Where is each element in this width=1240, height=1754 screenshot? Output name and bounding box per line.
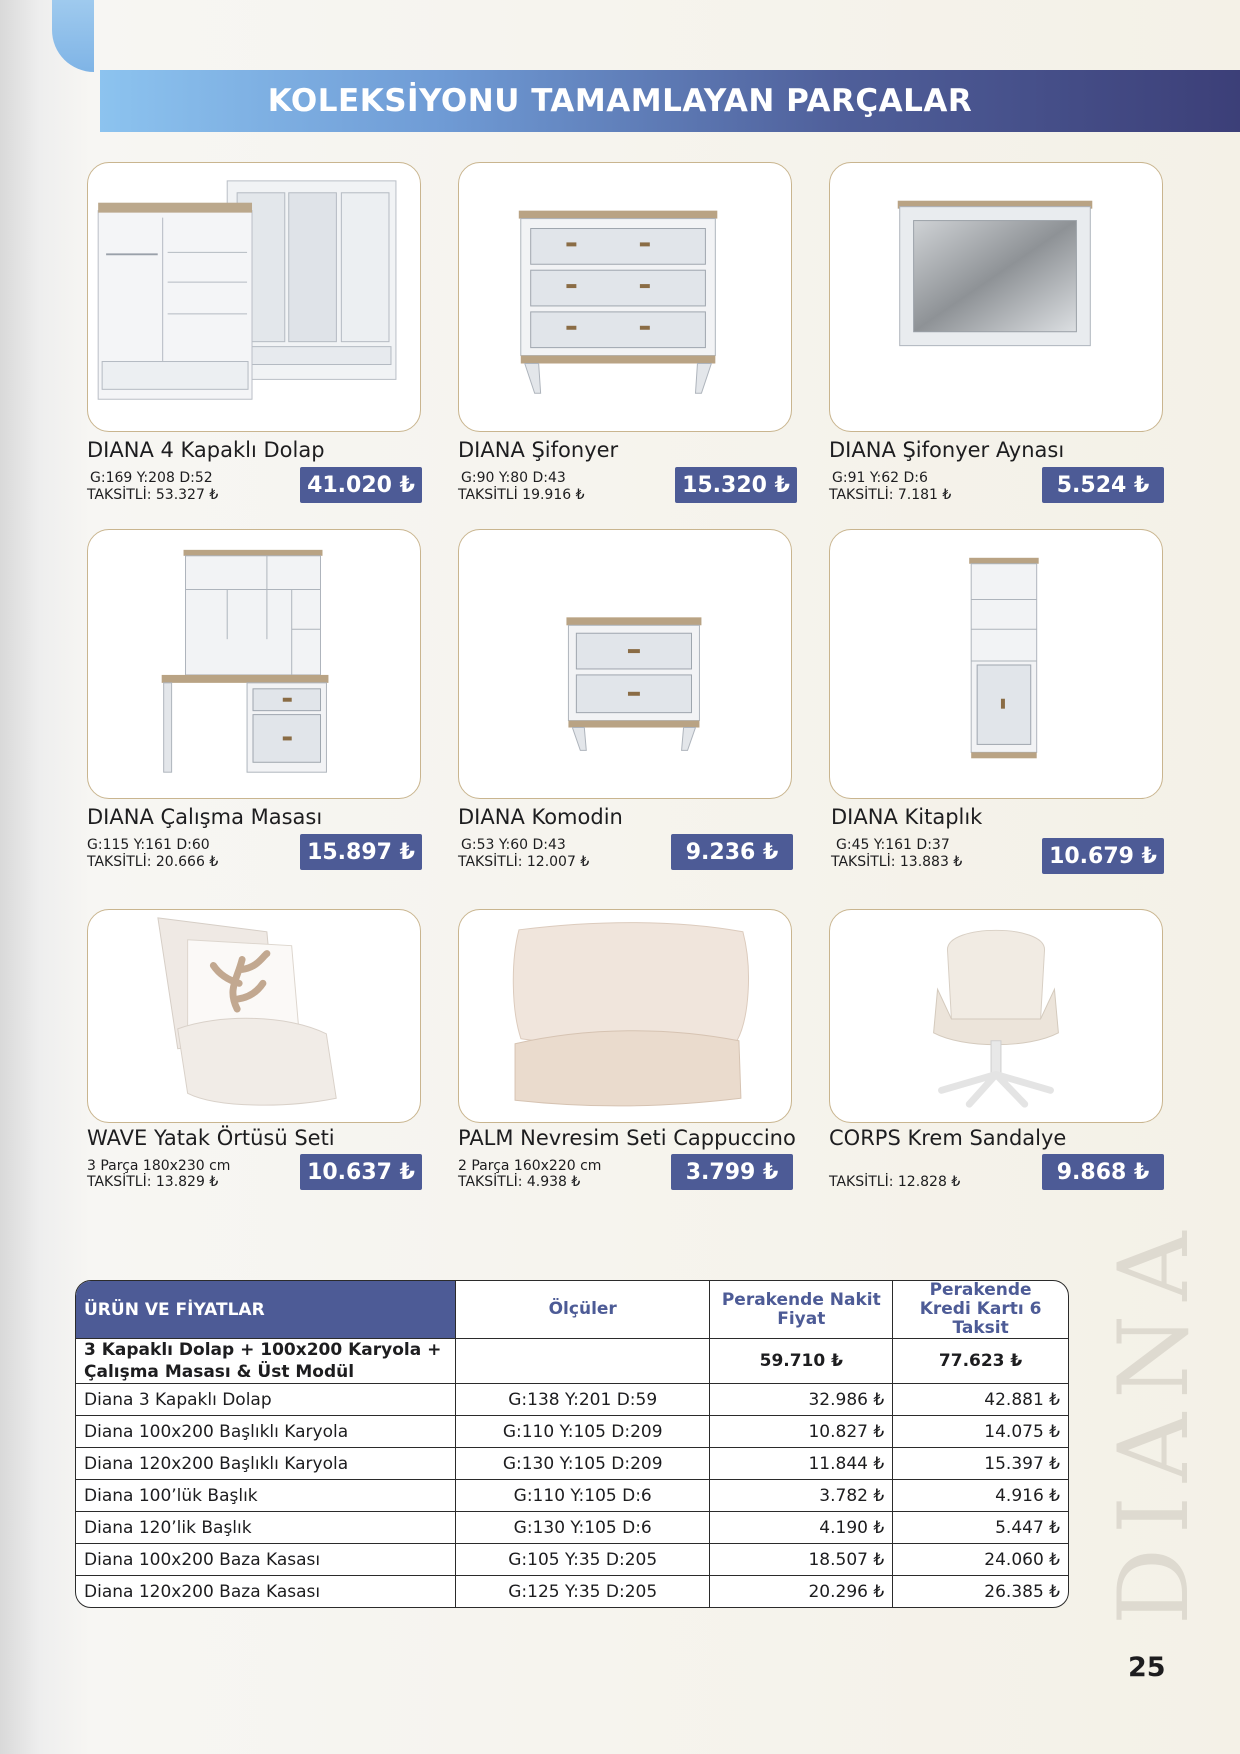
product-card-nightstand[interactable] [458,529,792,799]
product-installment: TAKSİTLİ: 7.181 ₺ [829,487,952,503]
wardrobe-image [88,163,420,431]
product-dims: 3 Parça 180x230 cm [87,1158,231,1174]
product-name: WAVE Yatak Örtüsü Seti [87,1126,335,1150]
product-price: 15.320 ₺ [675,467,797,503]
column-header-cash: Perakende Nakit Fiyat [710,1281,893,1339]
row-card: 14.075 ₺ [893,1416,1068,1448]
row-card: 15.397 ₺ [893,1448,1068,1480]
nightstand-image [459,530,791,798]
product-card-bedding[interactable] [458,909,792,1123]
set-dims [456,1339,710,1384]
product-price: 9.236 ₺ [671,834,793,870]
row-card: 24.060 ₺ [893,1544,1068,1576]
row-card: 26.385 ₺ [984,1581,1060,1602]
product-price: 10.637 ₺ [300,1154,422,1190]
product-installment: TAKSİTLİ: 12.007 ₺ [458,854,590,870]
product-price: 10.679 ₺ [1042,838,1164,874]
row-cash: 11.844 ₺ [710,1448,893,1480]
product-price: 15.897 ₺ [300,834,422,870]
section-banner [100,70,1240,132]
row-dims: G:130 Y:105 D:6 [456,1512,710,1544]
product-dims: G:53 Y:60 D:43 [461,837,566,853]
product-card-bedspread[interactable] [87,909,421,1123]
row-name: Diana 100x200 Baza Kasası [76,1544,456,1576]
row-cash: 4.190 ₺ [710,1512,893,1544]
product-installment: TAKSİTLİ: 53.327 ₺ [87,487,219,503]
row-name: Diana 100’lük Başlık [76,1480,456,1512]
row-card: 5.447 ₺ [893,1512,1068,1544]
row-cash: 20.296 ₺ [710,1576,893,1607]
set-cash-price: 59.710 ₺ [710,1339,893,1384]
product-card-desk[interactable] [87,529,421,799]
row-card: 42.881 ₺ [893,1384,1068,1416]
product-installment: TAKSİTLİ: 13.883 ₺ [831,854,963,870]
decorative-arc [52,0,94,72]
table-row-set [76,1339,1068,1384]
dresser-image [459,163,791,431]
row-cash: 18.507 ₺ [710,1544,893,1576]
product-name: DIANA Şifonyer [458,438,619,462]
page-title: KOLEKSİYONU TAMAMLAYAN PARÇALAR [267,83,973,119]
product-dims: 2 Parça 160x220 cm [458,1158,602,1174]
product-card-bookcase[interactable] [829,529,1163,799]
product-price: 3.799 ₺ [671,1154,793,1190]
product-installment: TAKSİTLİ: 12.828 ₺ [829,1174,961,1190]
product-dims: G:169 Y:208 D:52 [90,470,213,486]
mirror-image [830,163,1162,431]
row-name: Diana 120x200 Başlıklı Karyola [76,1448,456,1480]
column-header-dims: Ölçüler [456,1281,710,1339]
row-name: Diana 120x200 Baza Kasası [76,1576,456,1607]
table-header-row [76,1281,1068,1339]
product-price: 41.020 ₺ [300,467,422,503]
row-dims: G:110 Y:105 D:6 [456,1480,710,1512]
row-cash: 32.986 ₺ [710,1384,893,1416]
row-cash: 10.827 ₺ [710,1416,893,1448]
product-price: 9.868 ₺ [1042,1154,1164,1190]
column-header-card: Perakende Kredi Kartı 6 Taksit [893,1281,1068,1339]
set-name: 3 Kapaklı Dolap + 100x200 Karyola + Çalışma Masası & Üst Modül [76,1339,456,1384]
product-dims: G:45 Y:161 D:37 [836,837,950,853]
row-dims: G:130 Y:105 D:209 [456,1448,710,1480]
bedspread-image [88,910,420,1122]
row-name: Diana 120’lik Başlık [76,1512,456,1544]
product-installment: TAKSİTLİ: 4.938 ₺ [458,1174,581,1190]
desk-image [88,530,420,798]
row-dims: G:125 Y:35 D:205 [456,1576,710,1607]
row-dims: G:138 Y:201 D:59 [456,1384,710,1416]
bookcase-image [830,530,1162,798]
row-cash: 3.782 ₺ [710,1480,893,1512]
product-dims: G:115 Y:161 D:60 [87,837,210,853]
table-row [76,1480,1068,1512]
table-row [76,1448,1068,1480]
row-dims: G:110 Y:105 D:209 [456,1416,710,1448]
product-name: DIANA 4 Kapaklı Dolap [87,438,325,462]
product-card-wardrobe[interactable] [87,162,421,432]
brand-watermark: DIANA [1098,1217,1210,1625]
product-installment: TAKSİTLİ: 20.666 ₺ [87,854,219,870]
product-name: DIANA Kitaplık [831,805,983,829]
price-table [75,1280,1069,1608]
table-row [76,1512,1068,1544]
product-price: 5.524 ₺ [1042,467,1164,503]
product-card-chair[interactable] [829,909,1163,1123]
row-card: 4.916 ₺ [893,1480,1068,1512]
table-row [76,1576,1068,1607]
product-name: PALM Nevresim Seti Cappuccino [458,1126,796,1150]
product-card-dresser[interactable] [458,162,792,432]
page-number: 25 [1128,1652,1166,1683]
set-card-price: 77.623 ₺ [893,1339,1068,1384]
product-dims: G:90 Y:80 D:43 [461,470,566,486]
product-installment: TAKSİTLİ 19.916 ₺ [458,487,585,503]
product-name: DIANA Çalışma Masası [87,805,323,829]
row-name: Diana 100x200 Başlıklı Karyola [76,1416,456,1448]
product-name: DIANA Komodin [458,805,623,829]
product-name: CORPS Krem Sandalye [829,1126,1067,1150]
table-title: ÜRÜN VE FİYATLAR [76,1281,456,1339]
row-name: Diana 3 Kapaklı Dolap [76,1384,456,1416]
table-row [76,1384,1068,1416]
row-dims: G:105 Y:35 D:205 [456,1544,710,1576]
product-dims: G:91 Y:62 D:6 [832,470,928,486]
bedding-image [459,910,791,1122]
product-installment: TAKSİTLİ: 13.829 ₺ [87,1174,219,1190]
table-row [76,1416,1068,1448]
chair-image [830,910,1162,1122]
table-row [76,1544,1068,1576]
product-name: DIANA Şifonyer Aynası [829,438,1065,462]
product-card-mirror[interactable] [829,162,1163,432]
